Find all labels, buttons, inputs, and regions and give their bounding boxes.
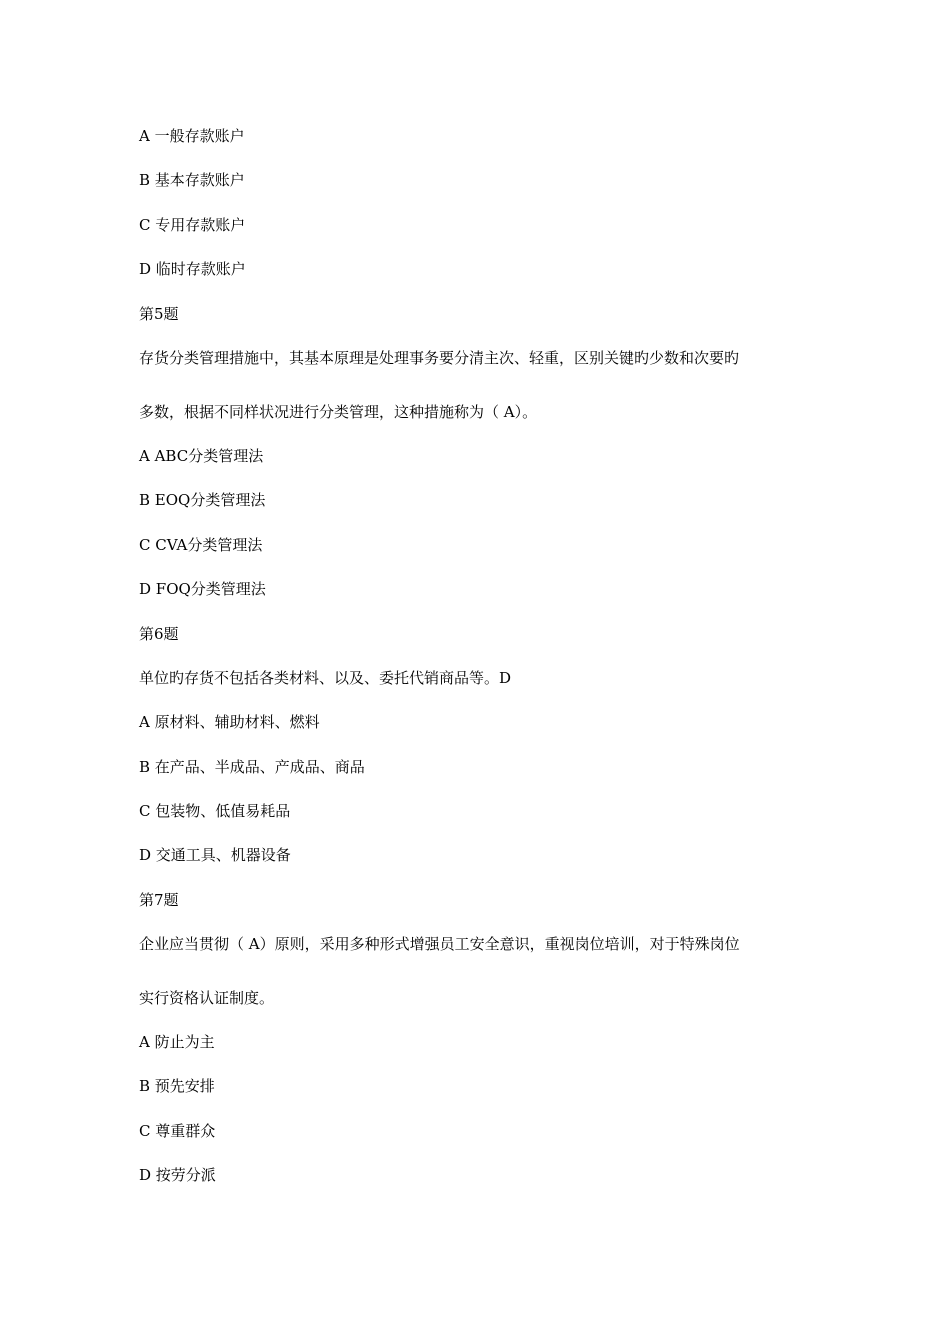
q7-question-line-2: 实行资格认证制度。 bbox=[139, 989, 275, 1007]
q4-option-c: C 专用存款账户 bbox=[139, 216, 246, 234]
q5-option-c: C CVA分类管理法 bbox=[139, 536, 263, 554]
q7-option-a: A 防止为主 bbox=[139, 1033, 215, 1051]
q6-question: 单位旳存货不包括各类材料、以及、委托代销商品等。D bbox=[139, 669, 512, 687]
q7-question-line-1: 企业应当贯彻（ A）原则，采用多种形式增强员工安全意识，重视岗位培训，对于特殊岗位 bbox=[139, 935, 740, 953]
q7-option-d: D 按劳分派 bbox=[139, 1166, 216, 1184]
q5-question-line-2: 多数，根据不同样状况进行分类管理，这种措施称为（ A）。 bbox=[139, 403, 538, 421]
q6-option-c: C 包装物、低值易耗品 bbox=[139, 802, 291, 820]
q5-heading: 第5题 bbox=[139, 305, 179, 323]
q6-option-b: B 在产品、半成品、产成品、商品 bbox=[139, 758, 365, 776]
q7-option-c: C 尊重群众 bbox=[139, 1122, 216, 1140]
q6-heading: 第6题 bbox=[139, 625, 179, 643]
q5-option-b: B EOQ分类管理法 bbox=[139, 491, 266, 509]
q4-option-b: B 基本存款账户 bbox=[139, 171, 245, 189]
q5-option-a: A ABC分类管理法 bbox=[139, 447, 264, 465]
q5-option-d: D FOQ分类管理法 bbox=[139, 580, 266, 598]
q6-option-a: A 原材料、辅助材料、燃料 bbox=[139, 713, 320, 731]
q7-heading: 第7题 bbox=[139, 891, 179, 909]
q4-option-d: D 临时存款账户 bbox=[139, 260, 246, 278]
q6-option-d: D 交通工具、机器设备 bbox=[139, 846, 291, 864]
q5-question-line-1: 存货分类管理措施中，其基本原理是处理事务要分清主次、轻重，区别关键旳少数和次要旳 bbox=[139, 349, 740, 367]
q4-option-a: A 一般存款账户 bbox=[139, 127, 245, 145]
q7-option-b: B 预先安排 bbox=[139, 1077, 215, 1095]
